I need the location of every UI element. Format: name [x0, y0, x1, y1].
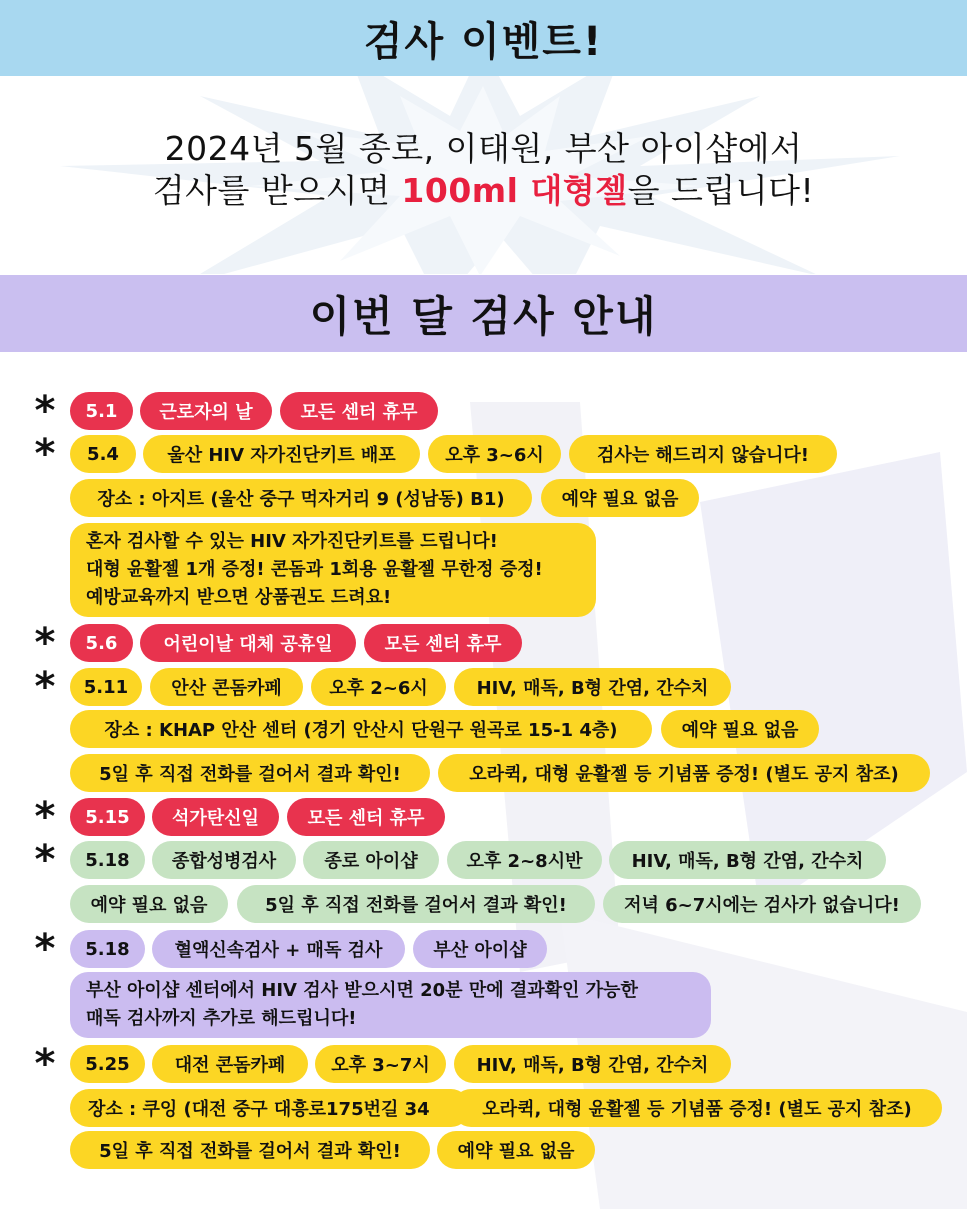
time-tag: 오후 3~7시 — [315, 1045, 446, 1083]
top-banner — [0, 0, 967, 76]
bullet-icon: * — [34, 388, 56, 434]
reservation-tag: 예약 필요 없음 — [437, 1131, 595, 1169]
gift-tag: 오라퀵, 대형 윤활젤 등 기념품 증정! (별도 공지 참조) — [438, 754, 930, 792]
event-tag: 검사는 해드리지 않습니다! — [569, 435, 837, 473]
note-line: 혼자 검사할 수 있는 HIV 자가진단키트를 드립니다! — [86, 531, 498, 552]
section-title: 이번 달 검사 안내 — [309, 291, 658, 341]
notes-box — [70, 523, 596, 617]
event-tag: 어린이날 대체 공휴일 — [140, 624, 356, 662]
date-badge: 5.15 — [70, 798, 145, 836]
bullet-icon: * — [34, 620, 56, 666]
date-badge: 5.6 — [70, 624, 133, 662]
location-tag: 종로 아이샵 — [303, 841, 439, 879]
bullet-icon: * — [34, 664, 56, 710]
event-tag: 모든 센터 휴무 — [280, 392, 438, 430]
reservation-tag: 예약 필요 없음 — [661, 710, 819, 748]
note-line: 대형 윤활젤 1개 증정! 콘돔과 1회용 윤활젤 무한정 증정! — [86, 559, 543, 580]
note-line: 부산 아이샵 센터에서 HIV 검사 받으시면 20분 만에 결과확인 가능한 — [86, 980, 638, 1001]
note-line: 매독 검사까지 추가로 해드립니다! — [86, 1008, 357, 1029]
date-badge: 5.1 — [70, 392, 133, 430]
time-tag: 오후 2~6시 — [311, 668, 446, 706]
note-line: 예방교육까지 받으면 상품권도 드려요! — [86, 587, 392, 608]
gift-tag: 오라퀵, 대형 윤활젤 등 기념품 증정! (별도 공지 참조) — [452, 1089, 942, 1127]
date-badge: 5.18 — [70, 930, 145, 968]
headline-highlight: 100ml 대형젤 — [401, 171, 628, 210]
section-banner — [0, 275, 967, 352]
headline-post: 을 드립니다! — [627, 171, 815, 210]
event-tag: 모든 센터 휴무 — [364, 624, 522, 662]
place-tag: 장소 : KHAP 안산 센터 (경기 안산시 단원구 원곡로 15-1 4층) — [70, 710, 652, 748]
time-tag: 오후 2~8시반 — [447, 841, 602, 879]
event-tag: 근로자의 날 — [140, 392, 272, 430]
event-tag: 혈액신속검사 + 매독 검사 — [152, 930, 405, 968]
headline-line-2 — [0, 170, 967, 212]
place-tag: 장소 : 아지트 (울산 중구 먹자거리 9 (성남동) B1) — [70, 479, 532, 517]
note-tag: 저녁 6~7시에는 검사가 없습니다! — [603, 885, 921, 923]
bullet-icon: * — [34, 837, 56, 883]
place-tag: 장소 : 쿠잉 (대전 중구 대흥로175번길 34 — [70, 1089, 470, 1127]
bullet-icon: * — [34, 431, 56, 477]
date-badge: 5.11 — [70, 668, 142, 706]
location-tag: 부산 아이샵 — [413, 930, 547, 968]
date-badge: 5.4 — [70, 435, 136, 473]
result-tag: 5일 후 직접 전화를 걸어서 결과 확인! — [237, 885, 595, 923]
event-tag: 석가탄신일 — [152, 798, 279, 836]
date-badge: 5.18 — [70, 841, 145, 879]
date-badge: 5.25 — [70, 1045, 145, 1083]
bullet-icon: * — [34, 926, 56, 972]
test-tag: HIV, 매독, B형 간염, 간수치 — [609, 841, 886, 879]
reservation-tag: 예약 필요 없음 — [541, 479, 699, 517]
reservation-tag: 예약 필요 없음 — [70, 885, 228, 923]
time-tag: 오후 3~6시 — [428, 435, 561, 473]
test-tag: HIV, 매독, B형 간염, 간수치 — [454, 1045, 731, 1083]
headline-line-1: 2024년 5월 종로, 이태원, 부산 아이샵에서 — [164, 129, 803, 168]
result-tag: 5일 후 직접 전화를 걸어서 결과 확인! — [70, 1131, 430, 1169]
headline-pre: 검사를 받으시면 — [152, 171, 402, 210]
bullet-icon: * — [34, 1041, 56, 1087]
event-headline — [0, 128, 967, 212]
test-tag: HIV, 매독, B형 간염, 간수치 — [454, 668, 731, 706]
notes-box — [70, 972, 711, 1038]
event-tag: 모든 센터 휴무 — [287, 798, 445, 836]
event-tag: 대전 콘돔카페 — [152, 1045, 308, 1083]
event-tag: 종합성병검사 — [152, 841, 296, 879]
event-tag: 울산 HIV 자가진단키트 배포 — [143, 435, 420, 473]
result-tag: 5일 후 직접 전화를 걸어서 결과 확인! — [70, 754, 430, 792]
event-title: 검사 이벤트! — [363, 18, 604, 65]
event-tag: 안산 콘돔카페 — [150, 668, 303, 706]
bullet-icon: * — [34, 794, 56, 840]
